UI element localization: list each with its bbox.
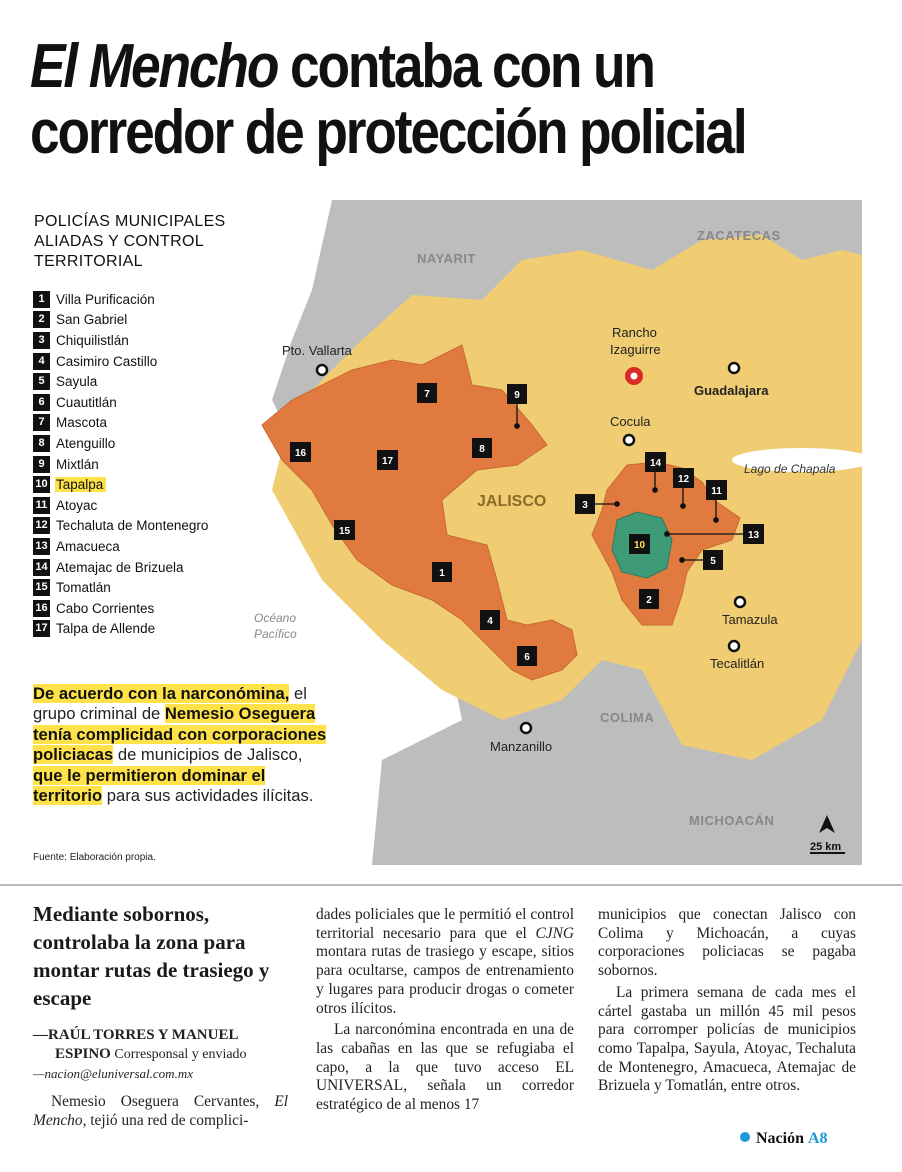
label-nayarit: NAYARIT — [417, 251, 476, 266]
legend-item — [33, 413, 211, 434]
legend-item — [33, 392, 211, 413]
legend-label: Cabo Corrientes — [56, 600, 155, 616]
svg-text:Pto. Vallarta: Pto. Vallarta — [282, 343, 352, 358]
legend-item — [33, 619, 211, 640]
badge-1 — [432, 562, 452, 582]
svg-text:8: 8 — [479, 444, 485, 455]
col1-text-b: El Mencho — [33, 1093, 288, 1129]
section-name: Nación — [756, 1130, 804, 1147]
svg-text:5: 5 — [710, 556, 716, 567]
legend-number: 16 — [33, 600, 50, 617]
label-jalisco: JALISCO — [477, 493, 547, 510]
col1-text-a: Nemesio Oseguera Cervantes, — [51, 1093, 275, 1110]
legend-number: 2 — [33, 311, 50, 328]
label-lago: Lago de Chapala — [744, 462, 836, 476]
legend-number: 17 — [33, 620, 50, 637]
badge-16 — [290, 442, 311, 462]
legend-number: 1 — [33, 291, 50, 308]
col2-text-a: dades policiales que le permitió el control territorial necesario para que el — [316, 906, 574, 942]
svg-text:Tecalitlán: Tecalitlán — [710, 656, 765, 671]
legend-label: Casimiro Castillo — [56, 353, 158, 369]
legend-number: 3 — [33, 332, 50, 349]
label-colima: COLIMA — [600, 710, 655, 725]
legend-label: Mixtlán — [56, 456, 99, 472]
svg-text:14: 14 — [649, 458, 662, 469]
col2-text-b: CJNG — [535, 924, 574, 942]
badge-12 — [673, 468, 694, 488]
legend-item — [33, 289, 211, 310]
legend-label: Mascota — [56, 415, 108, 431]
scale-label: 25 km — [810, 841, 842, 853]
legend-label: Tapalpa — [55, 477, 106, 492]
intro-text-6: para sus actividades ilícitas. — [102, 786, 314, 806]
legend-label: Chiquilistlán — [56, 332, 129, 348]
article-col-3 — [598, 906, 856, 1096]
legend-number: 12 — [33, 517, 50, 534]
legend-number: 13 — [33, 538, 50, 555]
col2-text-c: montara rutas de trasiego y escape, sitios para ocultarse, campos de entrenamiento y lugares para producir drogas o cometer otros ilícitos. — [316, 943, 574, 1017]
legend-label: Atoyac — [56, 497, 98, 513]
legend-item — [33, 433, 211, 454]
headline — [30, 34, 761, 166]
legend-item — [33, 577, 211, 598]
legend-item — [33, 330, 211, 351]
legend-item — [33, 495, 211, 516]
badge-6 — [517, 646, 537, 666]
byline-email[interactable]: —nacion@eluniversal.com.mx — [33, 1066, 193, 1081]
source-note: Fuente: Elaboración propia. — [33, 852, 156, 863]
legend-label: Talpa de Allende — [56, 621, 156, 637]
article-col-1 — [33, 1093, 288, 1130]
badge-4 — [480, 610, 500, 630]
badge-3 — [575, 494, 595, 514]
article-subhead: Mediante sobornos, controlaba la zona para montar rutas de trasiego y escape — [33, 902, 270, 1010]
legend-list — [33, 289, 211, 639]
badge-15 — [334, 520, 355, 540]
intro-paragraph — [33, 684, 333, 806]
badge-14 — [645, 452, 666, 472]
svg-text:2: 2 — [646, 595, 652, 606]
legend-number: 10 — [33, 476, 50, 493]
legend-item — [33, 516, 211, 537]
page-number: A8 — [808, 1130, 828, 1147]
legend-number: 8 — [33, 435, 50, 452]
headline-line2: corredor de protección policial — [30, 98, 746, 167]
svg-text:3: 3 — [582, 500, 588, 511]
intro-highlight-3: Nemesio Oseguera tenía complicidad con corporaciones policiacas — [33, 704, 327, 765]
legend-item — [33, 310, 211, 331]
legend-item — [33, 351, 211, 372]
intro-highlight-5: que le permitieron dominar el territorio — [33, 765, 266, 806]
label-oceano-2: Pacífico — [254, 627, 297, 641]
intro-text-2: el grupo criminal de — [33, 684, 307, 724]
svg-text:7: 7 — [424, 389, 430, 400]
legend-number: 7 — [33, 414, 50, 431]
badge-2 — [639, 589, 659, 609]
svg-text:1: 1 — [439, 568, 445, 579]
legend-label: Amacueca — [56, 538, 120, 554]
svg-text:17: 17 — [381, 456, 394, 467]
label-oceano-1: Océano — [254, 611, 297, 625]
legend-label: Cuautitlán — [56, 394, 117, 410]
col3-paragraph-2: La primera semana de cada mes el cártel gastaba un millón 45 mil pesos para corromper policías de municipios como Tapalpa, Sayula, Atoyac, Techaluta de Montenegro, Amacueca, Atemajac de Brizuela y Tomatlán, entre otros. — [598, 983, 856, 1095]
legend-item — [33, 557, 211, 578]
svg-text:Cocula: Cocula — [610, 414, 651, 429]
svg-text:Izaguirre: Izaguirre — [610, 342, 661, 357]
byline-names-2: ESPINO — [55, 1046, 111, 1062]
byline — [33, 1026, 293, 1084]
svg-text:9: 9 — [514, 390, 520, 401]
svg-text:Tamazula: Tamazula — [722, 612, 778, 627]
section-dot-icon — [740, 1132, 750, 1142]
legend-item — [33, 536, 211, 557]
legend-label: Sayula — [56, 374, 98, 390]
badge-13 — [743, 524, 764, 544]
svg-text:13: 13 — [747, 530, 760, 541]
badge-7 — [417, 383, 437, 403]
svg-text:6: 6 — [524, 652, 530, 663]
svg-text:Manzanillo: Manzanillo — [490, 739, 553, 754]
map — [254, 200, 862, 865]
badge-17 — [377, 450, 398, 470]
svg-text:Rancho: Rancho — [612, 325, 657, 340]
badge-11 — [706, 480, 727, 500]
legend-label: San Gabriel — [56, 312, 128, 328]
col1-text-c: , tejió una red de complici- — [82, 1111, 249, 1129]
legend-number: 11 — [33, 497, 50, 514]
legend-item — [33, 371, 211, 392]
headline-line1: contaba con un — [277, 32, 654, 101]
svg-text:4: 4 — [487, 616, 493, 627]
legend-number: 5 — [33, 373, 50, 390]
section-footer — [740, 1130, 828, 1148]
legend-label: Villa Purificación — [56, 291, 155, 307]
byline-role: Corresponsal y enviado — [110, 1047, 247, 1062]
legend-item — [33, 474, 211, 495]
svg-text:12: 12 — [677, 474, 690, 485]
svg-text:10: 10 — [633, 540, 646, 551]
legend-label: Atenguillo — [56, 435, 116, 451]
legend-number: 14 — [33, 559, 50, 576]
label-zacatecas: ZACATECAS — [697, 228, 781, 243]
legend-number: 15 — [33, 579, 50, 596]
col2-paragraph-2: La narconómina encontrada en una de las cabañas en las que se refugiaba el capo, a la que tuvo acceso EL UNIVERSAL, señala un corredor estratégico de al menos 17 — [316, 1021, 574, 1114]
legend-item — [33, 598, 211, 619]
divider — [0, 884, 902, 886]
svg-text:Guadalajara: Guadalajara — [694, 383, 769, 398]
legend-label: Tomatlán — [56, 580, 111, 596]
badge-5 — [703, 550, 723, 570]
intro-highlight-1: De acuerdo con la narconómina, — [33, 684, 290, 703]
legend-label: Techaluta de Montenegro — [56, 518, 209, 534]
svg-text:15: 15 — [338, 526, 351, 537]
label-michoacan: MICHOACÁN — [689, 813, 775, 828]
badge-8 — [472, 438, 492, 458]
byline-names-1: —RAÚL TORRES Y MANUEL — [33, 1027, 239, 1043]
legend-label: Atemajac de Brizuela — [56, 559, 184, 575]
legend-number: 6 — [33, 394, 50, 411]
article-col-2 — [316, 906, 574, 1115]
svg-text:11: 11 — [711, 486, 722, 497]
headline-italic: El Mencho — [30, 32, 278, 101]
svg-text:16: 16 — [294, 448, 307, 459]
legend-number: 4 — [33, 353, 50, 370]
legend-title: POLICÍAS MUNICIPALES ALIADAS Y CONTROL TERRITORIAL — [34, 213, 226, 270]
legend-item — [33, 454, 211, 475]
badge-9 — [507, 384, 527, 404]
badge-10 — [629, 534, 650, 554]
intro-text-4: de municipios de Jalisco, — [113, 745, 303, 765]
col3-paragraph-1: municipios que conectan Jalisco con Colima y Michoacán, a cuyas corporaciones policiacas se pagaba sobornos. — [598, 906, 856, 980]
legend-number: 9 — [33, 456, 50, 473]
